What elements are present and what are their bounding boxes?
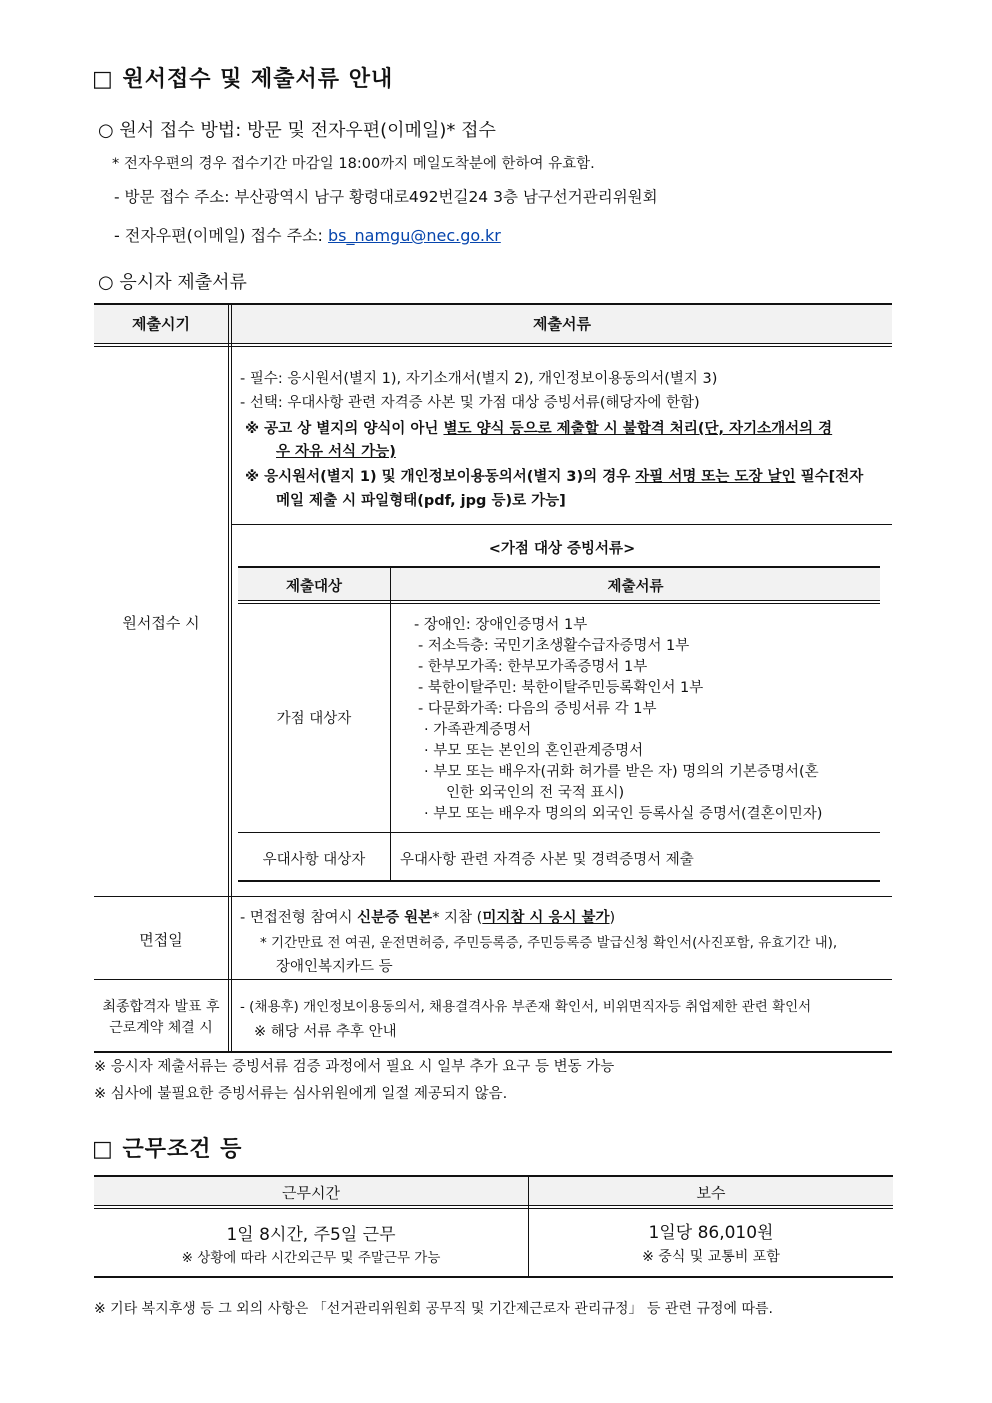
list-item: - 저소득층: 국민기초생활수급자증명서 1부	[418, 638, 690, 654]
bonus-docs-title: <가점 대상 증빙서류>	[488, 541, 636, 557]
row-label-application: 원서접수 시	[122, 614, 200, 632]
contract-docs: - (채용후) 개인정보이용동의서, 채용결격사유 부존재 확인서, 비위면직자등 취업제한 관련 확인서	[240, 999, 812, 1015]
welfare-footnote: ※ 기타 복지후생 등 그 외의 사항은 「선거관리위원회 공무직 및 기간제근로자 관리규정」 등 관련 규정에 따름.	[94, 1301, 773, 1317]
preference-docs: 우대사항 관련 자격증 사본 및 경력증명서 제출	[400, 852, 694, 868]
warning-form-cont: 우 자유 서식 가능)	[276, 444, 396, 460]
inner-header-documents: 제출서류	[607, 579, 664, 595]
section-title-application: □ 원서접수 및 제출서류 안내	[92, 67, 394, 92]
list-item: · 가족관계증명서	[424, 722, 532, 738]
email-address-line	[114, 223, 501, 246]
visit-address: - 방문 접수 주소: 부산광역시 남구 황령대로492번길24 3층 남구선거관리위원회	[114, 188, 658, 206]
list-item: - 북한이탈주민: 북한이탈주민등록확인서 1부	[418, 680, 704, 696]
header-work-hours: 근무시간	[282, 1184, 340, 1202]
applicant-docs-heading: ○ 응시자 제출서류	[98, 272, 247, 293]
optional-docs: - 선택: 우대사항 관련 자격증 사본 및 가점 대상 증빙서류(해당자에 한함)	[240, 395, 700, 411]
list-item: - 한부모가족: 한부모가족증명서 1부	[418, 659, 648, 675]
email-address-label: - 전자우편(이메일) 접수 주소:	[114, 226, 329, 245]
row-label-contract-1: 최종합격자 발표 후	[102, 999, 220, 1015]
email-address-link[interactable]: bs_namgu@nec.go.kr	[328, 226, 501, 245]
row-label-contract-2: 근로계약 체결 시	[109, 1020, 213, 1036]
bonus-target-label: 가점 대상자	[276, 711, 352, 727]
warning-signature-cont: 메일 제출 시 파일형태(pdf, jpg 등)로 가능]	[276, 493, 566, 509]
warning-signature: ※ 응시원서(별지 1) 및 개인정보이용동의서(별지 3)의 경우 자필 서명 또는 도장 날인 필수[전자	[245, 469, 864, 485]
row-label-interview: 면접일	[139, 931, 183, 949]
list-item: · 부모 또는 본인의 혼인관계증명서	[424, 743, 644, 759]
work-hours-value: 1일 8시간, 주5일 근무	[226, 1225, 396, 1245]
section-title-work-conditions: □ 근무조건 등	[92, 1137, 243, 1162]
preference-target-label: 우대사항 대상자	[262, 852, 366, 868]
inner-header-target: 제출대상	[285, 579, 343, 595]
pay-value: 1일당 86,010원	[648, 1223, 774, 1243]
list-item: - 다문화가족: 다음의 증빙서류 각 1부	[418, 701, 657, 717]
required-docs: - 필수: 응시원서(별지 1), 자기소개서(별지 2), 개인정보이용동의서(별지 3)	[240, 371, 718, 387]
interview-id-requirement: - 면접전형 참여시 신분증 원본* 지참 (미지참 시 응시 불가)	[240, 910, 616, 926]
header-pay: 보수	[696, 1184, 726, 1202]
interview-id-list-cont: 장애인복지카드 등	[276, 959, 393, 975]
list-item: - 장애인: 장애인증명서 1부	[414, 617, 588, 633]
list-item: 인한 외국인의 전 국적 표시)	[446, 785, 625, 801]
email-deadline-note: * 전자우편의 경우 접수기간 마감일 18:00까지 메일도착분에 한하여 유효함.	[112, 156, 595, 172]
table-header-timing: 제출시기	[132, 315, 190, 333]
list-item: · 부모 또는 배우자 명의의 외국인 등록사실 증명서(결혼이민자)	[424, 806, 823, 822]
note-docs-change: ※ 응시자 제출서류는 증빙서류 검증 과정에서 필요 시 일부 추가 요구 등 변동 가능	[94, 1059, 615, 1075]
pay-note: ※ 중식 및 교통비 포함	[642, 1249, 780, 1265]
work-hours-note: ※ 상황에 따라 시간외근무 및 주말근무 가능	[181, 1250, 441, 1266]
list-item: · 부모 또는 배우자(귀화 허가를 받은 자) 명의의 기본증명서(혼	[424, 764, 819, 780]
note-docs-confidential: ※ 심사에 불필요한 증빙서류는 심사위원에게 일절 제공되지 않음.	[94, 1086, 508, 1102]
warning-form: ※ 공고 상 별지의 양식이 아닌 별도 양식 등으로 제출할 시 불합격 처리(단, 자기소개서의 경	[245, 421, 833, 437]
interview-id-list: * 기간만료 전 여권, 운전면허증, 주민등록증, 주민등록증 발급신청 확인서(사진포함, 유효기간 내),	[260, 935, 838, 951]
contract-docs-note: ※ 해당 서류 추후 안내	[254, 1024, 397, 1040]
table-header-documents: 제출서류	[533, 315, 591, 333]
application-method: ○ 원서 접수 방법: 방문 및 전자우편(이메일)* 접수	[98, 120, 496, 141]
